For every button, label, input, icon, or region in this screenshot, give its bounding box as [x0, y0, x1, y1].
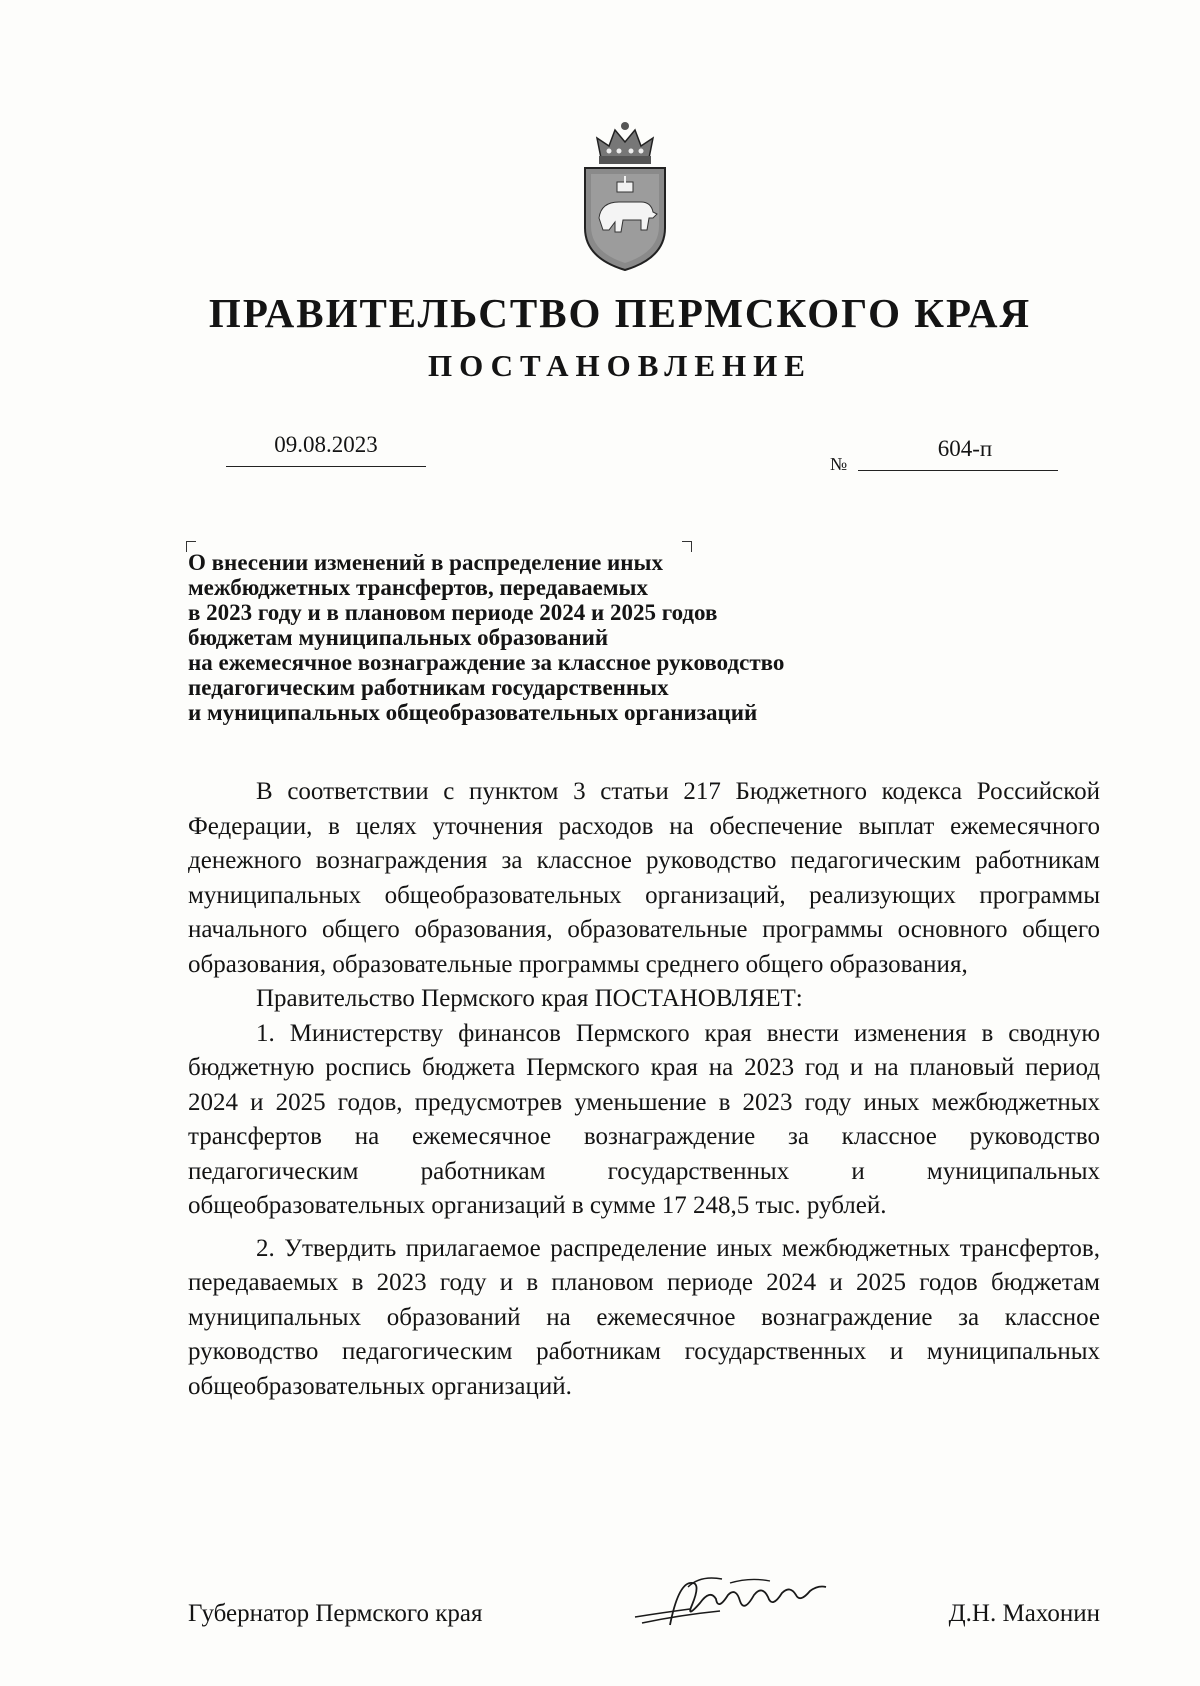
coat-of-arms-icon: [579, 118, 671, 274]
subject-line: О внесении изменений в распределение иных: [188, 550, 664, 575]
organization-title: ПРАВИТЕЛЬСТВО ПЕРМСКОГО КРАЯ: [208, 290, 1032, 336]
preamble-paragraph: В соответствии с пунктом 3 статьи 217 Бюджетного кодекса Российской Федерации, в целях уточнения расходов на обеспечение выплат ежемесячного денежного вознаграждения за классное руководство педагогическим работникам муниципальных общеобразовательных организаций, реализующих программы начального общего образования, образовательные программы основного общего образования, образовательные программы среднего общего образования,: [188, 778, 1100, 978]
number-sign: №: [830, 454, 848, 474]
document-body: [188, 775, 1100, 1404]
item-2-paragraph: 2. Утвердить прилагаемое распределение иных межбюджетных трансфертов, передаваемых в 2023 году и в плановом периоде 2024 и 2025 годов бюджетам муниципальных образований на ежемесячное вознаграждение за классное руководство педагогическим работникам государственных и муниципальных общеобразовательных организаций.: [188, 1234, 1100, 1400]
date-underline: [226, 466, 426, 467]
number-underline: [858, 470, 1058, 471]
resolve-paragraph: Правительство Пермского края ПОСТАНОВЛЯЕТ:: [256, 985, 803, 1012]
document-type: ПОСТАНОВЛЕНИЕ: [428, 348, 812, 383]
signatory-name: Д.Н. Махонин: [948, 1600, 1100, 1627]
subject-line: в 2023 году и в плановом периоде 2024 и 2025 годов: [188, 600, 718, 625]
item-1-paragraph: 1. Министерству финансов Пермского края внести изменения в сводную бюджетную роспись бюджета Пермского края на 2023 год и на плановый период 2024 и 2025 годов, предусмотрев уменьшение в 2023 году иных межбюджетных трансфертов на ежемесячное вознаграждение за классное руководство педагогическим работникам государственных и муниципальных общеобразовательных организаций в сумме 17 248,5 тыс. рублей.: [188, 1019, 1100, 1219]
subject-line: и муниципальных общеобразовательных организаций: [188, 700, 758, 725]
document-date: 09.08.2023: [274, 432, 378, 457]
subject-line: межбюджетных трансфертов, передаваемых: [188, 575, 649, 600]
subject-line: на ежемесячное вознаграждение за классное руководство: [188, 650, 785, 675]
document-subject: [188, 550, 948, 725]
subject-line: педагогическим работникам государственных: [188, 675, 669, 700]
signatory-position: Губернатор Пермского края: [188, 1600, 483, 1627]
subject-line: бюджетам муниципальных образований: [188, 625, 609, 650]
document-number: 604-п: [937, 436, 993, 461]
handwritten-signature-icon: [630, 1565, 840, 1645]
